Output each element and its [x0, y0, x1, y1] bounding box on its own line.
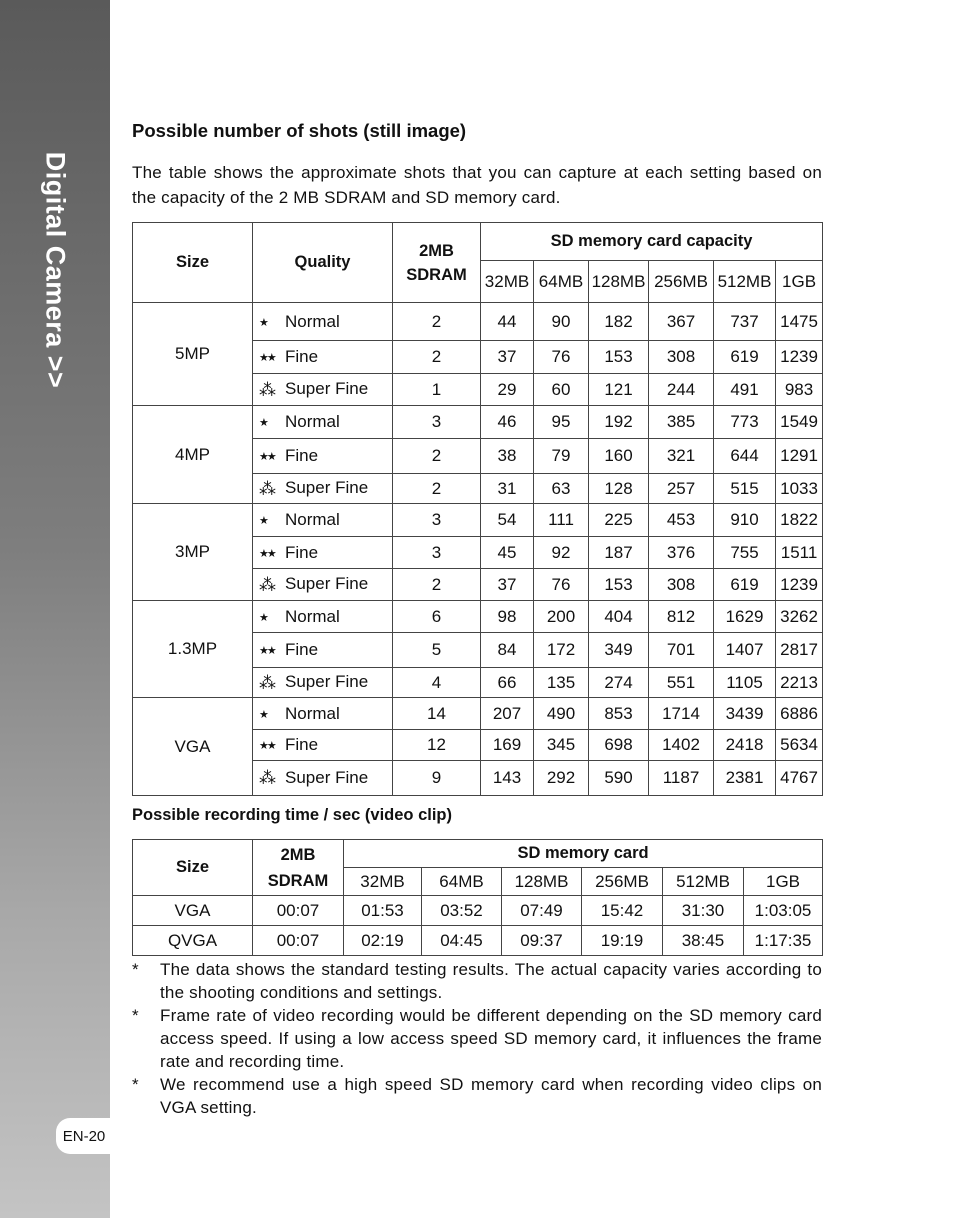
- sdram-cell: 14: [393, 698, 481, 730]
- shots-value: 31: [481, 474, 534, 504]
- quality-label: Normal: [285, 510, 340, 529]
- sdram-cell: 6: [393, 601, 481, 633]
- shots-value: 3262: [776, 601, 823, 633]
- video-value: 02:19: [344, 926, 422, 956]
- quality-cell: [253, 668, 393, 698]
- video-capacity-header: 32MB: [344, 868, 422, 896]
- note-text: We recommend use a high speed SD memory card when recording video clips on VGA setting.: [160, 1075, 822, 1117]
- shots-value: 6886: [776, 698, 823, 730]
- quality-cell: [253, 504, 393, 537]
- video-capacity-header: 256MB: [582, 868, 663, 896]
- star-2-icon: ★★: [259, 645, 275, 658]
- video-value: 15:42: [582, 896, 663, 926]
- sdram-cell: 9: [393, 761, 481, 796]
- capacity-header: 256MB: [649, 261, 714, 303]
- shots-value: 812: [649, 601, 714, 633]
- note-marker: *: [132, 960, 139, 979]
- sdram-cell: 3: [393, 537, 481, 569]
- shots-value: 910: [714, 504, 776, 537]
- sdram-cell: 2: [393, 569, 481, 601]
- shots-value: 84: [481, 633, 534, 668]
- shots-value: 737: [714, 303, 776, 341]
- note-text: Frame rate of video recording would be different depending on the SD memory card access speed. If using a low access speed SD memory card, it influences the frame rate and recording time.: [160, 1006, 822, 1071]
- shots-value: 1239: [776, 569, 823, 601]
- shots-value: 66: [481, 668, 534, 698]
- shots-row: [133, 504, 823, 537]
- shots-value: 95: [534, 406, 589, 439]
- quality-cell: [253, 730, 393, 761]
- shots-value: 1291: [776, 439, 823, 474]
- shots-value: 321: [649, 439, 714, 474]
- shots-value: 79: [534, 439, 589, 474]
- shots-value: 38: [481, 439, 534, 474]
- quality-label: Fine: [285, 446, 319, 465]
- shots-value: 121: [589, 374, 649, 406]
- star-2-icon: ★★: [259, 547, 275, 560]
- shots-value: 1033: [776, 474, 823, 504]
- shots-value: 515: [714, 474, 776, 504]
- shots-value: 46: [481, 406, 534, 439]
- star-1-icon: ★: [259, 515, 267, 528]
- shots-value: 76: [534, 569, 589, 601]
- shots-value: 2213: [776, 668, 823, 698]
- shots-value: 207: [481, 698, 534, 730]
- shots-value: 63: [534, 474, 589, 504]
- shots-value: 37: [481, 341, 534, 374]
- shots-row: [133, 698, 823, 730]
- sdram-cell: 3: [393, 504, 481, 537]
- shots-value: 490: [534, 698, 589, 730]
- quality-label: Normal: [285, 412, 340, 431]
- shots-value: 1714: [649, 698, 714, 730]
- note-item: [132, 1004, 822, 1073]
- sdram-cell: 2: [393, 303, 481, 341]
- video-value: 1:17:35: [744, 926, 823, 956]
- shots-value: 491: [714, 374, 776, 406]
- video-sdram-cell: 00:07: [253, 926, 344, 956]
- star-1-icon: ★: [259, 708, 267, 721]
- note-item: [132, 1073, 822, 1119]
- quality-cell: [253, 439, 393, 474]
- star-3-icon: ⁂: [259, 768, 276, 788]
- shots-value: 135: [534, 668, 589, 698]
- sdram-cell: 12: [393, 730, 481, 761]
- shots-value: 755: [714, 537, 776, 569]
- notes-list: [132, 958, 822, 1119]
- quality-label: Fine: [285, 735, 319, 754]
- shots-value: 308: [649, 569, 714, 601]
- shots-value: 1511: [776, 537, 823, 569]
- star-2-icon: ★★: [259, 352, 275, 365]
- shots-value: 2817: [776, 633, 823, 668]
- shots-value: 44: [481, 303, 534, 341]
- quality-label: Super Fine: [285, 672, 369, 692]
- video-size-cell: QVGA: [133, 926, 253, 956]
- capacity-header: 128MB: [589, 261, 649, 303]
- sidebar: Digital Camera >>: [0, 0, 110, 1218]
- video-header-size: Size: [133, 840, 253, 896]
- quality-cell: [253, 406, 393, 439]
- shots-value: 404: [589, 601, 649, 633]
- header-size: Size: [133, 223, 253, 303]
- shots-value: 773: [714, 406, 776, 439]
- shots-value: 111: [534, 504, 589, 537]
- shots-value: 1475: [776, 303, 823, 341]
- shots-value: 4767: [776, 761, 823, 796]
- shots-value: 983: [776, 374, 823, 406]
- star-2-icon: ★★: [259, 451, 275, 464]
- shots-value: 60: [534, 374, 589, 406]
- capacity-header: 32MB: [481, 261, 534, 303]
- quality-cell: [253, 761, 393, 796]
- note-marker: *: [132, 1006, 139, 1025]
- video-capacity-header: 64MB: [422, 868, 502, 896]
- shots-value: 308: [649, 341, 714, 374]
- shots-value: 29: [481, 374, 534, 406]
- video-capacity-header: 128MB: [502, 868, 582, 896]
- video-table: [132, 839, 823, 956]
- shots-value: 376: [649, 537, 714, 569]
- quality-label: Super Fine: [285, 478, 369, 498]
- shots-value: 90: [534, 303, 589, 341]
- shots-value: 698: [589, 730, 649, 761]
- shots-value: 143: [481, 761, 534, 796]
- shots-value: 153: [589, 341, 649, 374]
- shots-value: 367: [649, 303, 714, 341]
- shots-value: 187: [589, 537, 649, 569]
- video-row: [133, 896, 823, 926]
- quality-label: Normal: [285, 703, 340, 723]
- quality-cell: [253, 537, 393, 569]
- size-cell: 5MP: [133, 303, 253, 406]
- shots-value: 3439: [714, 698, 776, 730]
- shots-row: [133, 406, 823, 439]
- quality-label: Super Fine: [285, 379, 369, 399]
- sdram-cell: 1: [393, 374, 481, 406]
- sdram-cell: 2: [393, 439, 481, 474]
- shots-value: 1549: [776, 406, 823, 439]
- shots-value: 590: [589, 761, 649, 796]
- shots-value: 200: [534, 601, 589, 633]
- capacity-header: 64MB: [534, 261, 589, 303]
- quality-cell: [253, 374, 393, 406]
- shots-table: [132, 222, 823, 796]
- shots-row: [133, 303, 823, 341]
- video-value: 19:19: [582, 926, 663, 956]
- video-capacity-header: 1GB: [744, 868, 823, 896]
- star-3-icon: ⁂: [259, 672, 276, 692]
- header-sdram: 2MB SDRAM: [393, 223, 481, 303]
- video-value: 04:45: [422, 926, 502, 956]
- video-value: 31:30: [663, 896, 744, 926]
- shots-value: 169: [481, 730, 534, 761]
- note-item: [132, 958, 822, 1004]
- size-cell: 4MP: [133, 406, 253, 504]
- shots-value: 644: [714, 439, 776, 474]
- size-cell: 3MP: [133, 504, 253, 601]
- shots-value: 98: [481, 601, 534, 633]
- star-3-icon: ⁂: [259, 574, 276, 594]
- shots-value: 1239: [776, 341, 823, 374]
- quality-cell: [253, 601, 393, 633]
- shots-value: 172: [534, 633, 589, 668]
- star-1-icon: ★: [259, 417, 267, 430]
- shots-value: 292: [534, 761, 589, 796]
- video-header-sdram: 2MB SDRAM: [253, 840, 344, 896]
- shots-value: 853: [589, 698, 649, 730]
- star-1-icon: ★: [259, 316, 267, 329]
- quality-label: Normal: [285, 311, 340, 331]
- size-cell: 1.3MP: [133, 601, 253, 698]
- video-value: 07:49: [502, 896, 582, 926]
- quality-label: Normal: [285, 606, 340, 626]
- video-heading: Possible recording time / sec (video clip): [132, 806, 453, 824]
- sdram-cell: 2: [393, 474, 481, 504]
- shots-value: 1822: [776, 504, 823, 537]
- shots-value: 1105: [714, 668, 776, 698]
- quality-cell: [253, 633, 393, 668]
- shots-value: 385: [649, 406, 714, 439]
- shots-value: 160: [589, 439, 649, 474]
- shots-value: 345: [534, 730, 589, 761]
- shots-value: 92: [534, 537, 589, 569]
- shots-value: 76: [534, 341, 589, 374]
- shots-value: 701: [649, 633, 714, 668]
- shots-value: 225: [589, 504, 649, 537]
- star-1-icon: ★: [259, 611, 267, 624]
- quality-label: Fine: [285, 542, 319, 562]
- sdram-cell: 2: [393, 341, 481, 374]
- shots-value: 182: [589, 303, 649, 341]
- video-sdram-cell: 00:07: [253, 896, 344, 926]
- video-header-sd: SD memory card: [344, 840, 823, 868]
- shots-value: 453: [649, 504, 714, 537]
- video-value: 03:52: [422, 896, 502, 926]
- shots-value: 1629: [714, 601, 776, 633]
- header-quality: Quality: [253, 223, 393, 303]
- shots-value: 128: [589, 474, 649, 504]
- quality-cell: [253, 569, 393, 601]
- quality-cell: [253, 474, 393, 504]
- video-capacity-header: 512MB: [663, 868, 744, 896]
- shots-value: 1187: [649, 761, 714, 796]
- shots-value: 1407: [714, 633, 776, 668]
- shots-value: 349: [589, 633, 649, 668]
- video-value: 38:45: [663, 926, 744, 956]
- page-number: EN-20: [56, 1118, 112, 1154]
- shots-value: 244: [649, 374, 714, 406]
- shots-value: 192: [589, 406, 649, 439]
- video-value: 01:53: [344, 896, 422, 926]
- shots-value: 619: [714, 569, 776, 601]
- quality-label: Fine: [285, 347, 319, 366]
- star-2-icon: ★★: [259, 740, 275, 753]
- shots-value: 37: [481, 569, 534, 601]
- capacity-header: 512MB: [714, 261, 776, 303]
- shots-value: 619: [714, 341, 776, 374]
- sdram-cell: 4: [393, 668, 481, 698]
- quality-label: Fine: [285, 640, 319, 659]
- shots-value: 5634: [776, 730, 823, 761]
- size-cell: VGA: [133, 698, 253, 796]
- sdram-cell: 5: [393, 633, 481, 668]
- note-text: The data shows the standard testing results. The actual capacity varies according to the shooting conditions and settings.: [160, 960, 822, 1002]
- shots-value: 45: [481, 537, 534, 569]
- capacity-header: 1GB: [776, 261, 823, 303]
- quality-cell: [253, 303, 393, 341]
- quality-label: Super Fine: [285, 574, 369, 594]
- video-size-cell: VGA: [133, 896, 253, 926]
- video-value: 09:37: [502, 926, 582, 956]
- shots-value: 2418: [714, 730, 776, 761]
- quality-label: Super Fine: [285, 767, 369, 787]
- shots-value: 257: [649, 474, 714, 504]
- shots-row: [133, 601, 823, 633]
- shots-value: 274: [589, 668, 649, 698]
- shots-value: 551: [649, 668, 714, 698]
- still-intro: The table shows the approximate shots that you can capture at each setting based on the capacity of the 2 MB SDRAM and SD memory card.: [132, 163, 822, 207]
- quality-cell: [253, 698, 393, 730]
- sdram-cell: 3: [393, 406, 481, 439]
- shots-value: 54: [481, 504, 534, 537]
- shots-value: 2381: [714, 761, 776, 796]
- shots-value: 1402: [649, 730, 714, 761]
- quality-cell: [253, 341, 393, 374]
- note-marker: *: [132, 1075, 139, 1094]
- still-heading: Possible number of shots (still image): [132, 120, 467, 141]
- star-3-icon: ⁂: [259, 379, 276, 399]
- video-value: 1:03:05: [744, 896, 823, 926]
- video-row: [133, 926, 823, 956]
- star-3-icon: ⁂: [259, 478, 276, 498]
- shots-value: 153: [589, 569, 649, 601]
- header-sd-capacity: SD memory card capacity: [481, 223, 823, 261]
